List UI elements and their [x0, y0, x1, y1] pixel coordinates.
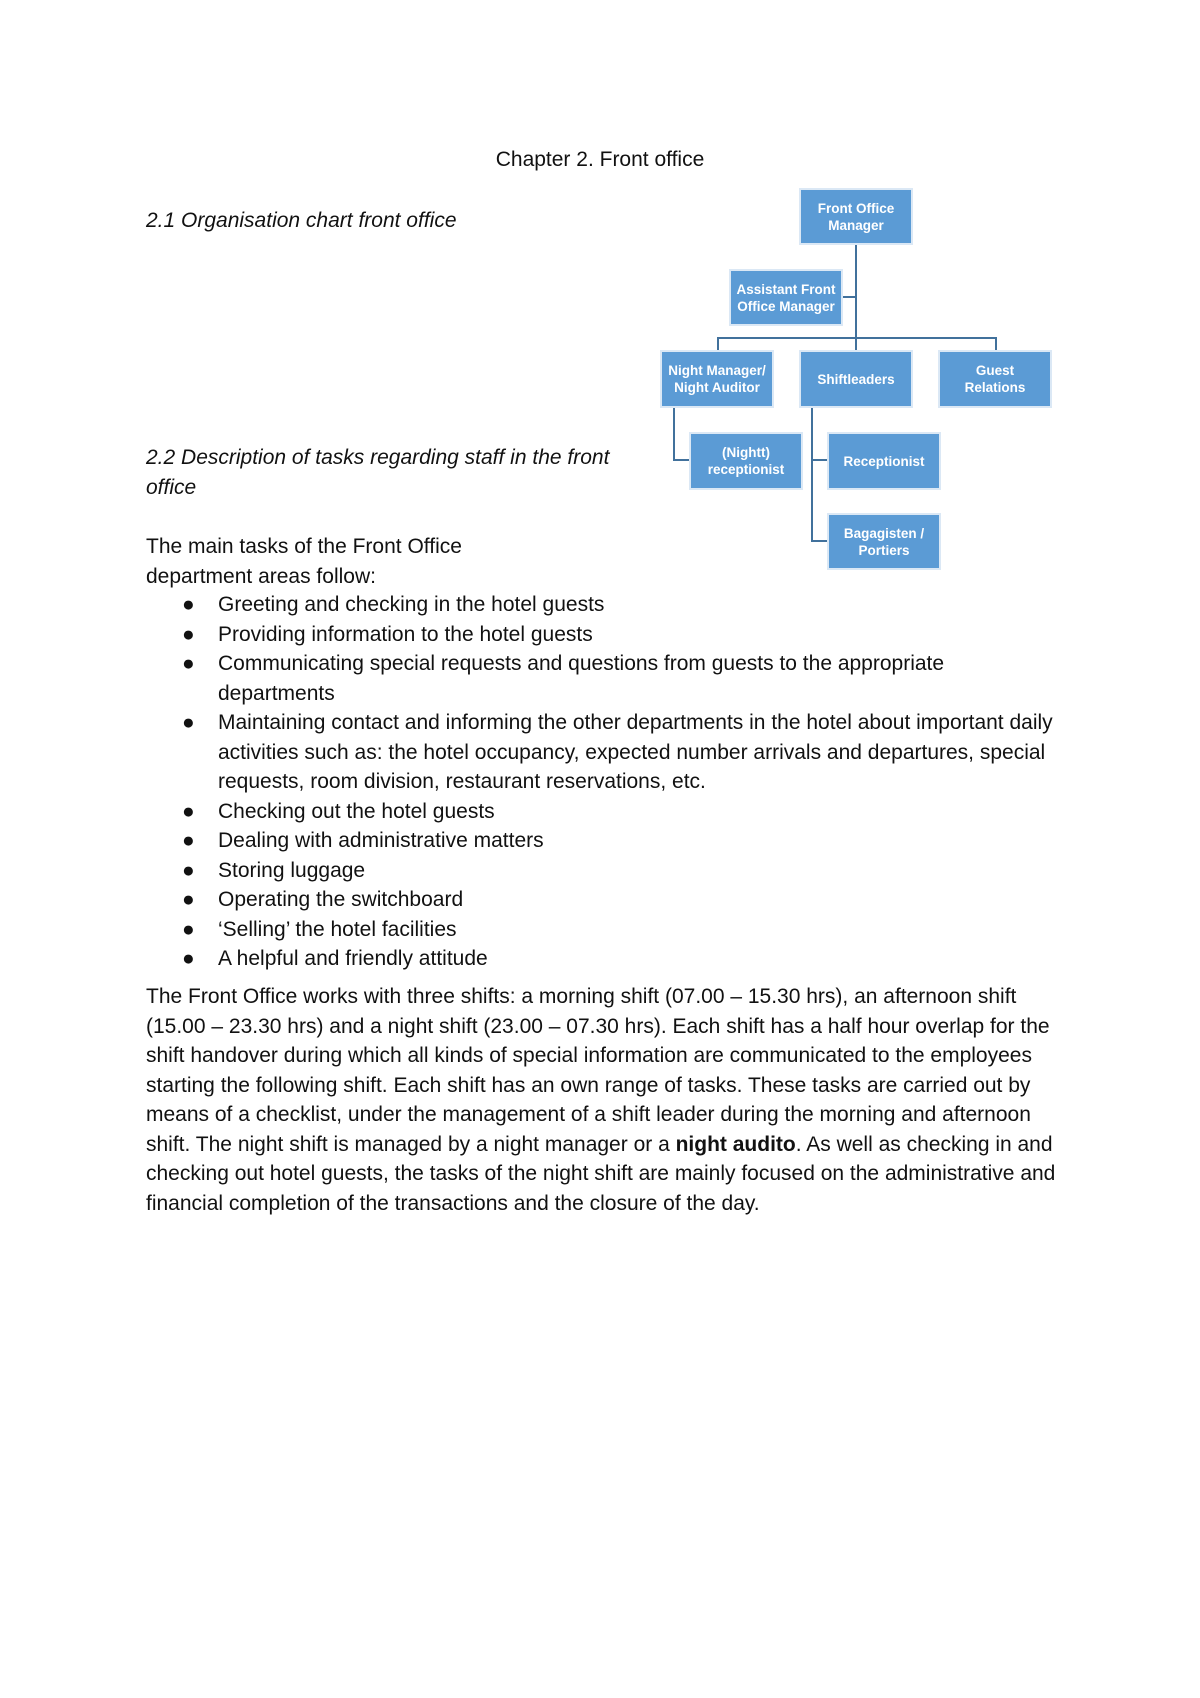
node-label: Guest Relations	[964, 363, 1026, 395]
list-item	[146, 590, 1066, 620]
list-item-text: A helpful and friendly attitude	[218, 947, 488, 970]
bullet-icon: ●	[182, 799, 195, 823]
connector-line	[811, 407, 813, 541]
node-label: Front Office Manager	[817, 200, 895, 233]
connector-line	[673, 407, 675, 460]
page-title: Chapter 2. Front office	[495, 148, 705, 171]
bullet-icon: ●	[182, 652, 195, 675]
shifts-bold-text: night audito	[675, 1132, 796, 1156]
list-item	[146, 856, 1066, 886]
connector-line	[842, 296, 856, 298]
list-item-text: Operating the switchboard	[218, 888, 464, 911]
list-item	[146, 620, 1066, 650]
node-label: Assistant Front Office Manager	[736, 281, 836, 314]
bullet-icon: ●	[182, 947, 195, 970]
list-item	[146, 915, 1066, 945]
node-label: Receptionist	[843, 453, 925, 469]
list-item-text: Providing information to the hotel guests	[218, 622, 593, 646]
list-item	[146, 797, 1066, 827]
node-shiftleaders	[799, 350, 913, 408]
list-item	[146, 649, 1066, 708]
list-item	[146, 708, 1066, 797]
node-night-receptionist	[689, 432, 803, 490]
list-item	[146, 885, 1066, 915]
node-assistant-manager	[729, 269, 843, 326]
list-item-text: Checking out the hotel guests	[218, 799, 495, 823]
node-label: Shiftleaders	[817, 371, 895, 387]
node-night-manager	[660, 350, 774, 408]
node-label: Night Manager/ Night Auditor	[668, 363, 766, 395]
list-item	[146, 944, 1066, 974]
list-item-text: ‘Selling’ the hotel facilities	[218, 917, 457, 941]
shifts-text: The Front Office works with three shifts: a morning shift (07.00 – 15.30 hrs), an afternoon shift (15.00 – 23.30 hrs) and a night shift (23.00 – 07.30 hrs). Each shift has a half hour overlap for the shift handover during which all kinds of special information are communicated to the employees starting the following shift. Each shift has an own range of tasks. These tasks are carried out by means of a checklist, under the management of a shift leader during the morning and afternoon shift. The night shift is managed by a night manager or a	[146, 985, 1050, 1156]
bullet-icon: ●	[182, 829, 195, 852]
node-receptionist	[827, 432, 941, 490]
list-item-text: Storing luggage	[218, 858, 366, 882]
bullet-icon: ●	[182, 711, 195, 734]
list-item-text: Dealing with administrative matters	[218, 829, 544, 852]
list-item-text: Greeting and checking in the hotel guests	[218, 593, 605, 616]
section-heading-org-chart: 2.1 Organisation chart front office	[146, 209, 457, 232]
bullet-icon: ●	[182, 622, 195, 646]
bullet-icon: ●	[182, 917, 195, 941]
bullet-icon: ●	[182, 593, 195, 616]
bullet-icon: ●	[182, 858, 195, 882]
node-front-office-manager	[799, 188, 913, 245]
shifts-text-end: . As well as checking in and checking out hotel guests, the tasks of the night shift are mainly focused on the administrative and financial completion of the transactions and the closure of the day.	[146, 1132, 1056, 1215]
node-label: Bagagisten / Portiers	[843, 525, 925, 558]
shifts-paragraph	[146, 982, 1066, 1218]
org-chart	[0, 0, 1200, 600]
list-item-text: Communicating special requests and questions from guests to the appropriate departments	[218, 652, 945, 705]
node-label: (Nightt) receptionist	[707, 445, 785, 477]
connector-line	[717, 337, 997, 339]
bullet-icon: ●	[182, 888, 195, 911]
tasks-intro: The main tasks of the Front Office department areas follow:	[146, 535, 462, 588]
list-item-text: Maintaining contact and informing the other departments in the hotel about important daily activities such as: the hotel occupancy, expected number arrivals and departures, special requests, room division, restaurant reservations, etc.	[218, 711, 1053, 793]
node-bagagisten	[827, 513, 941, 570]
tasks-list	[146, 590, 1066, 974]
section-heading-tasks: 2.2 Description of tasks regarding staff in the front office	[146, 446, 610, 499]
list-item	[146, 826, 1066, 856]
node-guest-relations	[938, 350, 1052, 408]
